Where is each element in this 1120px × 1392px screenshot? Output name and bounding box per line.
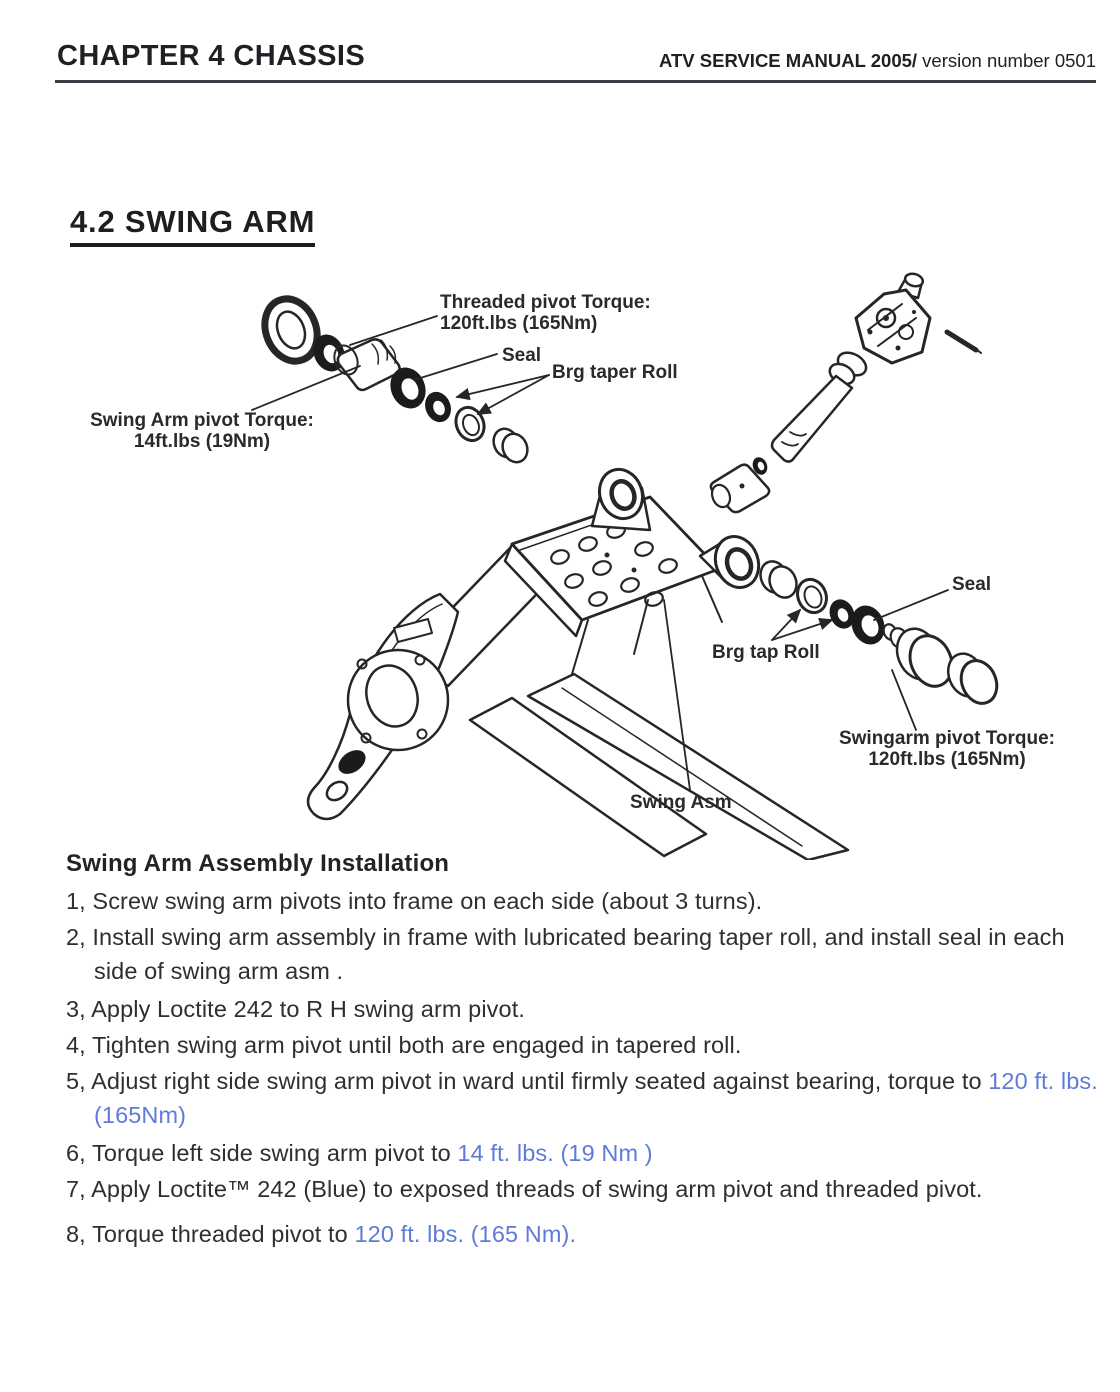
label-swingarm-pivot-line2: 120ft.lbs (165Nm) bbox=[868, 749, 1026, 770]
instruction-step-1 bbox=[66, 884, 1098, 918]
step-text: 7, Apply Loctite™ 242 (Blue) to exposed threads of swing arm pivot and threaded pivot. bbox=[66, 1176, 983, 1202]
installation-instructions bbox=[66, 850, 1098, 1253]
instruction-step-2 bbox=[66, 920, 1098, 988]
instruction-step-4 bbox=[66, 1028, 1098, 1062]
header-divider bbox=[55, 80, 1096, 83]
label-brg-tap-roll: Brg tap Roll bbox=[712, 642, 820, 663]
swing-arm-exploded-diagram bbox=[0, 268, 1120, 860]
label-swing-arm-pivot-torque bbox=[78, 410, 326, 452]
instruction-step-7 bbox=[66, 1172, 1098, 1206]
section-title: 4.2 SWING ARM bbox=[70, 204, 315, 247]
torque-value: 120 ft. lbs. (165Nm) bbox=[94, 1068, 1098, 1128]
diagram-artwork bbox=[0, 268, 1120, 860]
step-text: 6, Torque left side swing arm pivot to bbox=[66, 1140, 458, 1166]
label-threaded-pivot-line2: 120ft.lbs (165Nm) bbox=[440, 313, 598, 334]
label-swing-arm-pivot-line1: Swing Arm pivot Torque: bbox=[90, 410, 314, 431]
step-text: 2, Install swing arm assembly in frame with lubricated bearing taper roll, and install seal in each side of swing arm asm . bbox=[66, 924, 1065, 984]
instruction-step-6 bbox=[66, 1136, 1098, 1170]
torque-value: 14 ft. lbs. (19 Nm ) bbox=[457, 1140, 653, 1166]
step-text: 1, Screw swing arm pivots into frame on each side (about 3 turns). bbox=[66, 888, 763, 914]
label-swingarm-pivot-line1: Swingarm pivot Torque: bbox=[838, 728, 1056, 749]
label-swing-asm: Swing Asm bbox=[630, 792, 732, 813]
chapter-title: CHAPTER 4 CHASSIS bbox=[57, 40, 366, 72]
label-seal-right: Seal bbox=[952, 574, 992, 595]
instruction-step-3 bbox=[66, 992, 1098, 1026]
instruction-step-5 bbox=[66, 1064, 1098, 1132]
instruction-step-8 bbox=[66, 1217, 1098, 1251]
instructions-heading: Swing Arm Assembly Installation bbox=[66, 850, 450, 877]
manual-title-bold: ATV SERVICE MANUAL 2005/ bbox=[659, 50, 918, 71]
step-text: 5, Adjust right side swing arm pivot in ward until firmly seated against bearing, torque to bbox=[66, 1068, 989, 1094]
label-seal-top: Seal bbox=[502, 345, 542, 366]
step-text: 3, Apply Loctite 242 to R H swing arm pivot. bbox=[66, 996, 525, 1022]
label-brg-taper-roll: Brg taper Roll bbox=[552, 362, 678, 383]
label-swingarm-pivot-torque bbox=[828, 728, 1066, 770]
label-swing-arm-pivot-line2: 14ft.lbs (19Nm) bbox=[133, 431, 271, 452]
manual-title-regular: version number 0501 bbox=[917, 50, 1096, 71]
manual-title bbox=[659, 50, 1096, 72]
step-text: 4, Tighten swing arm pivot until both are engaged in tapered roll. bbox=[66, 1032, 742, 1058]
label-threaded-pivot-torque bbox=[440, 292, 651, 334]
step-text: 8, Torque threaded pivot to bbox=[66, 1221, 355, 1247]
torque-value: 120 ft. lbs. (165 Nm). bbox=[354, 1221, 577, 1247]
label-threaded-pivot-line1: Threaded pivot Torque: bbox=[440, 292, 651, 313]
